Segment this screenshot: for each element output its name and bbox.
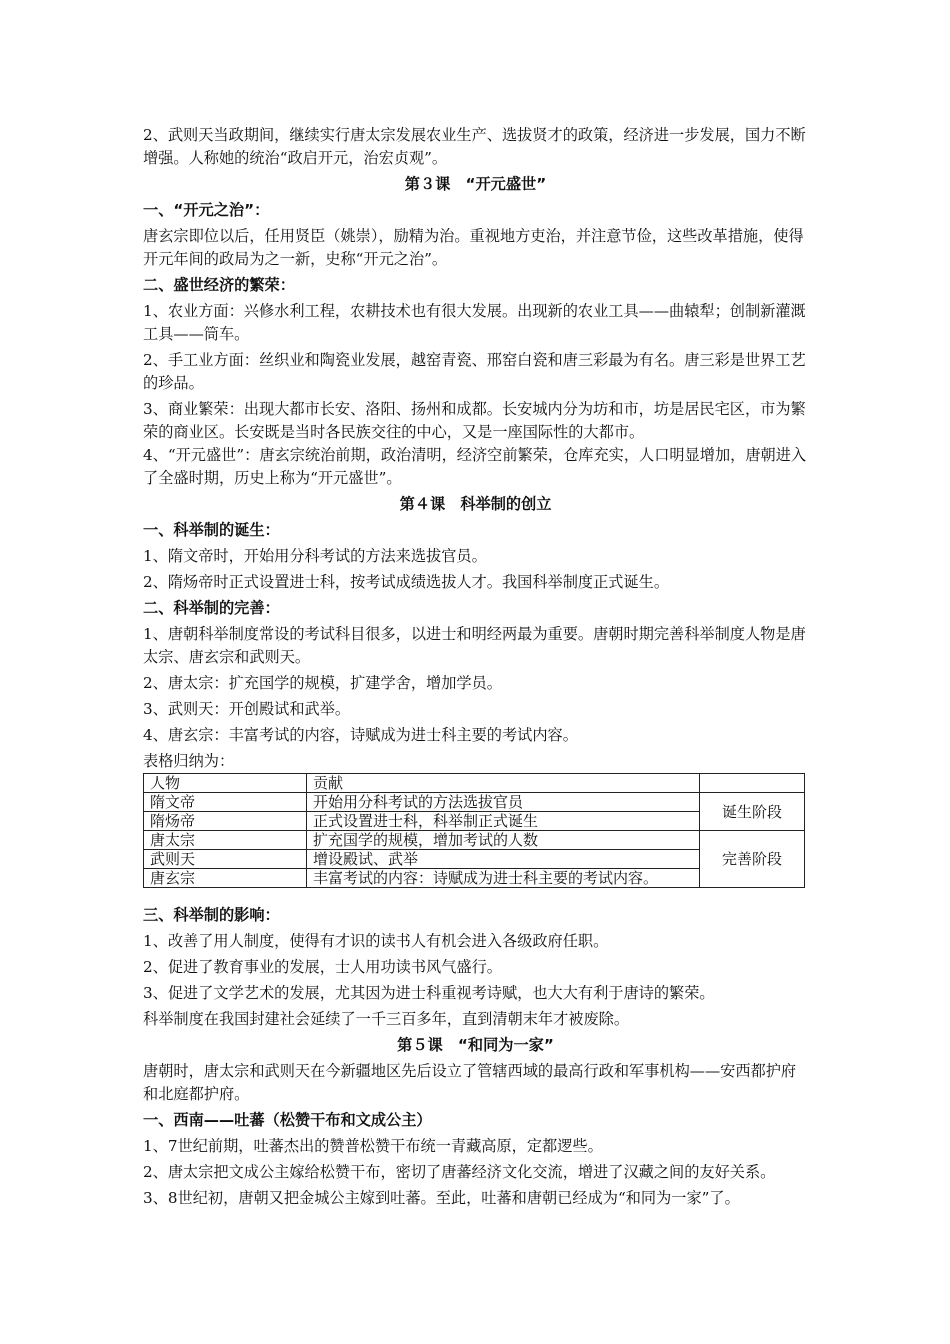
table-row xyxy=(144,793,805,812)
table-header-cell: 人物 xyxy=(144,774,307,793)
table-cell: 增设殿试、武举 xyxy=(307,850,700,869)
lesson3-section2-heading: 二、盛世经济的繁荣： xyxy=(143,276,295,294)
table-header-cell xyxy=(700,774,805,793)
table-header-cell: 贡献 xyxy=(307,774,700,793)
stage-cell: 诞生阶段 xyxy=(700,793,805,831)
lesson3-title: 第３课 “开元盛世” xyxy=(404,175,547,193)
lesson4-s2-item-3: 3、武则天：开创殿试和武举。 xyxy=(143,700,351,718)
lesson5-intro: 唐朝时，唐太宗和武则天在今新疆地区先后设立了管辖西域的最高行政和军事机构——安西都护府和北庭都护府。 xyxy=(143,1062,797,1103)
lesson3-section1-text: 唐玄宗即位以后，任用贤臣（姚崇），励精为治。重视地方吏治，并注意节俭，这些改革措施，使得开元年间的政局为之一新，史称“开元之治”。 xyxy=(143,227,804,268)
table-cell: 正式设置进士科，科举制正式诞生 xyxy=(307,812,700,831)
lesson3-item-4: 4、“开元盛世”：唐玄宗统治前期，政治清明，经济空前繁荣，仓库充实，人口明显增加，唐朝进入了全盛时期，历史上称为“开元盛世”。 xyxy=(143,446,807,487)
table-cell: 隋文帝 xyxy=(144,793,307,812)
lesson4-s2-item-1: 1、唐朝科举制度常设的考试科目很多，以进士和明经两最为重要。唐朝时期完善科举制度人物是唐太宗、唐玄宗和武则天。 xyxy=(143,625,806,666)
table-caption: 表格归纳为： xyxy=(143,752,235,770)
lesson4-section3-heading: 三、科举制的影响： xyxy=(143,906,280,924)
lesson4-s2-item-4: 4、唐玄宗：丰富考试的内容，诗赋成为进士科主要的考试内容。 xyxy=(143,726,578,744)
lesson5-item-1: 1、7世纪前期，吐蕃杰出的赞普松赞干布统一青藏高原，定都逻些。 xyxy=(143,1137,603,1155)
lesson4-s3-item-1: 1、改善了用人制度，使得有才识的读书人有机会进入各级政府任职。 xyxy=(143,932,609,950)
stage-cell: 完善阶段 xyxy=(700,831,805,888)
lesson4-section2-heading: 二、科举制的完善： xyxy=(143,599,280,617)
table-cell: 扩充国学的规模，增加考试的人数 xyxy=(307,831,700,850)
lesson4-s3-conclusion: 科举制度在我国封建社会延续了一千三百多年，直到清朝末年才被废除。 xyxy=(143,1010,629,1028)
lesson4-s1-item-1: 1、隋文帝时，开始用分科考试的方法来选拔官员。 xyxy=(143,547,487,565)
table-cell: 唐玄宗 xyxy=(144,869,307,888)
document-page xyxy=(143,124,808,1213)
summary-table xyxy=(143,773,805,888)
lesson5-item-3: 3、8世纪初，唐朝又把金城公主嫁到吐蕃。至此，吐蕃和唐朝已经成为“和同为一家”了。 xyxy=(143,1189,740,1207)
table-row xyxy=(144,831,805,850)
lesson4-s2-item-2: 2、唐太宗：扩充国学的规模，扩建学舍，增加学员。 xyxy=(143,674,502,692)
table-cell: 隋炀帝 xyxy=(144,812,307,831)
table-cell: 武则天 xyxy=(144,850,307,869)
lesson5-item-2: 2、唐太宗把文成公主嫁给松赞干布，密切了唐蕃经济文化交流，增进了汉藏之间的友好关系。 xyxy=(143,1163,776,1181)
table-cell: 丰富考试的内容：诗赋成为进士科主要的考试内容。 xyxy=(307,869,700,888)
table-cell: 开始用分科考试的方法选拔官员 xyxy=(307,793,700,812)
lesson4-section1-heading: 一、科举制的诞生： xyxy=(143,521,280,539)
lesson4-title: 第４课 科举制的创立 xyxy=(399,495,552,513)
intro-paragraph: 2、武则天当政期间，继续实行唐太宗发展农业生产、选拔贤才的政策，经济进一步发展，国力不断增强。人称她的统治“政启开元，治宏贞观”。 xyxy=(143,126,806,167)
lesson3-item-2: 2、手工业方面：丝织业和陶瓷业发展，越窑青瓷、邢窑白瓷和唐三彩最为有名。唐三彩是世界工艺的珍品。 xyxy=(143,351,806,392)
spacer xyxy=(143,888,808,904)
lesson4-s1-item-2: 2、隋炀帝时正式设置进士科，按考试成绩选拔人才。我国科举制度正式诞生。 xyxy=(143,573,670,591)
lesson3-section1-heading: 一、“开元之治”： xyxy=(143,201,270,219)
lesson5-title: 第５课 “和同为一家” xyxy=(397,1036,554,1054)
lesson4-s3-item-3: 3、促进了文学艺术的发展，尤其因为进士科重视考诗赋，也大大有利于唐诗的繁荣。 xyxy=(143,984,715,1002)
lesson3-item-3: 3、商业繁荣：出现大都市长安、洛阳、扬州和成都。长安城内分为坊和市，坊是居民宅区，市为繁荣的商业区。长安既是当时各民族交往的中心，又是一座国际性的大都市。 xyxy=(143,400,806,441)
table-header-row xyxy=(144,774,805,793)
lesson4-s3-item-2: 2、促进了教育事业的发展，士人用功读书风气盛行。 xyxy=(143,958,502,976)
lesson3-item-1: 1、农业方面：兴修水利工程，农耕技术也有很大发展。出现新的农业工具——曲辕犁；创制新灌溉工具——筒车。 xyxy=(143,302,806,343)
lesson5-section1-heading: 一、西南——吐蕃（松赞干布和文成公主） xyxy=(143,1111,432,1129)
table-cell: 唐太宗 xyxy=(144,831,307,850)
